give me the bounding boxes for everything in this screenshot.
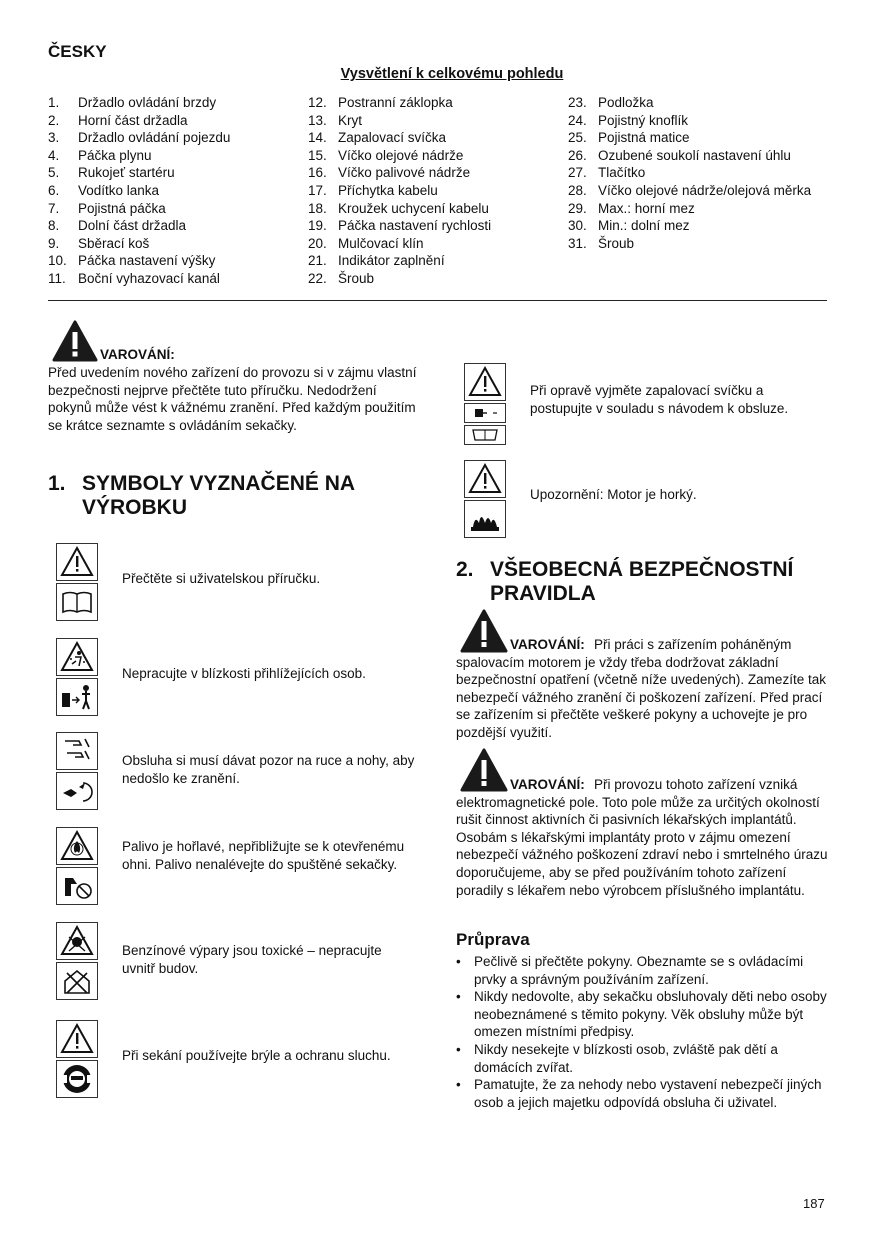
warning-outline-icon <box>57 544 97 580</box>
legend-number: 10. <box>48 253 67 269</box>
legend-text: Držadlo ovládání pojezdu <box>78 130 231 146</box>
symbol-description: Při sekání používejte brýle a ochranu sluchu. <box>122 1048 391 1063</box>
legend-text: Zapalovací svíčka <box>338 130 447 146</box>
symbol-toxic-fumes <box>56 922 98 1002</box>
legend-text: Tlačítko <box>598 165 646 181</box>
legend-text: Kroužek uchycení kabelu <box>338 200 489 216</box>
symbol-description: Při opravě vyjměte zapalovací svíčku a postupujte v souladu s návodem k obsluze. <box>530 383 789 416</box>
symbol-eye-ear-protection <box>56 1020 98 1100</box>
symbol-fuel-flammable <box>56 827 98 907</box>
legend-item <box>308 217 553 235</box>
legend-number: 31. <box>568 235 587 251</box>
symbol-description: Obsluha si musí dávat pozor na ruce a nohy, aby nedošlo ke zranění. <box>122 753 415 786</box>
warning-triangle-icon <box>52 320 98 362</box>
toxic-fumes-icon <box>57 923 97 959</box>
legend-item <box>48 182 293 200</box>
legend-number: 8. <box>48 218 60 234</box>
legend-number: 26. <box>568 147 587 163</box>
legend-text: Max.: horní mez <box>598 200 695 216</box>
foot-blade-icon <box>57 773 97 809</box>
legend-item <box>48 235 293 253</box>
language-heading: ČESKY <box>48 42 107 61</box>
legend-number: 12. <box>308 95 327 110</box>
legend-number: 11. <box>48 270 66 286</box>
legend-item <box>308 270 553 288</box>
legend-text: Kryt <box>338 112 363 128</box>
overview-title: Vysvětlení k celkovému pohledu <box>340 66 564 82</box>
legend-text: Ozubené soukolí nastavení úhlu <box>598 147 791 163</box>
legend-item <box>568 217 823 235</box>
legend-number: 17. <box>308 182 327 198</box>
legend-text: Podložka <box>598 95 654 110</box>
legend-text: Páčka plynu <box>78 147 152 163</box>
legend-item <box>308 112 553 130</box>
legend-text: Příchytka kabelu <box>338 182 438 198</box>
legend-number: 7. <box>48 200 60 216</box>
legend-number: 5. <box>48 165 60 181</box>
hand-blade-icon <box>57 733 97 769</box>
list-item: • Pečlivě si přečtěte pokyny. Obeznamte se s ovládacími prvky a správným používáním zařízení. <box>456 953 828 988</box>
legend-item <box>568 200 823 218</box>
legend-item <box>48 129 293 147</box>
legend-number: 2. <box>48 112 60 128</box>
legend-item <box>308 129 553 147</box>
legend-text: Pojistná matice <box>598 130 690 146</box>
legend-text: Pojistná páčka <box>78 200 166 216</box>
legend-text: Šroub <box>598 235 635 251</box>
legend-text: Boční vyhazovací kanál <box>78 270 220 286</box>
warning-outline-icon <box>57 1021 97 1057</box>
spark-plug-icon <box>465 404 505 422</box>
legend-number: 16. <box>308 165 327 181</box>
legend-column-3 <box>568 94 823 252</box>
section-2-heading: 2. VŠEOBECNÁ BEZPEČNOSTNÍ PRAVIDLA <box>456 558 794 605</box>
legend-item <box>308 147 553 165</box>
list-item: • Nikdy nesekejte v blízkosti osob, zvláště pak dětí a domácích zvířat. <box>456 1041 828 1076</box>
warning-label: VAROVÁNÍ: <box>510 777 585 792</box>
legend-text: Horní část držadla <box>78 112 188 128</box>
legend-item <box>568 129 823 147</box>
symbol-spark-plug <box>464 363 506 447</box>
legend-text: Víčko palivové nádrže <box>338 165 471 181</box>
legend-item <box>568 94 823 112</box>
legend-item <box>308 252 553 270</box>
legend-text: Rukojeť startéru <box>78 165 175 181</box>
legend-text: Vodítko lanka <box>78 182 160 198</box>
legend-item <box>308 182 553 200</box>
warning-outline-icon <box>465 364 505 400</box>
legend-number: 1. <box>48 95 60 110</box>
legend-number: 20. <box>308 235 327 251</box>
legend-number: 27. <box>568 165 587 181</box>
legend-item <box>48 164 293 182</box>
legend-number: 21. <box>308 253 327 269</box>
legend-item <box>568 182 823 200</box>
legend-text: Indikátor zaplnění <box>338 253 445 269</box>
legend-item <box>568 147 823 165</box>
legend-number: 28. <box>568 182 587 198</box>
legend-item <box>48 94 293 112</box>
legend-number: 29. <box>568 200 587 216</box>
legend-item <box>308 235 553 253</box>
legend-text: Sběrací koš <box>78 235 150 251</box>
legend-number: 13. <box>308 112 327 128</box>
legend-item <box>568 235 823 253</box>
warning-label: VAROVÁNÍ: <box>100 347 175 362</box>
page-number: 187 <box>803 1196 825 1211</box>
warning-text: Před uvedením nového zařízení do provozu si v zájmu vlastní bezpečnosti nejprve přečtěte tuto příručku. Nedodržení pokynů může vést k vážnému zranění. Před každým použitím se krátce seznamte s ovládáním sekačky. <box>48 365 417 433</box>
legend-number: 15. <box>308 147 327 163</box>
list-item-text: Nikdy nesekejte v blízkosti osob, zvláště pak dětí a domácích zvířat. <box>474 1041 778 1075</box>
symbol-hands-feet <box>56 732 98 812</box>
symbol-hot-engine <box>464 460 506 540</box>
legend-text: Držadlo ovládání brzdy <box>78 95 217 110</box>
legend-number: 9. <box>48 235 60 251</box>
list-item-text: Pamatujte, že za nehody nebo vystavení nebezpečí jiných osob a jejich majetku odpovídá obsluha či uživatel. <box>474 1077 822 1110</box>
symbol-description: Benzínové výpary jsou toxické – nepracujte uvnitř budov. <box>122 943 382 976</box>
legend-number: 23. <box>568 95 587 110</box>
legend-item <box>308 200 553 218</box>
legend-number: 6. <box>48 182 60 198</box>
legend-number: 14. <box>308 130 327 146</box>
legend-text: Mulčovací klín <box>338 235 424 251</box>
warning-label: VAROVÁNÍ: <box>510 637 585 652</box>
legend-text: Víčko olejové nádrže/olejová měrka <box>598 182 812 198</box>
legend-item <box>568 112 823 130</box>
fire-warning-icon <box>57 828 97 864</box>
symbol-bystanders <box>56 638 98 718</box>
list-item: • Nikdy nedovolte, aby sekačku obsluhovaly děti nebo osoby neobeznámené s těmito pokyny. Věk obsluhy může být omezen místními předpisy. <box>456 989 827 1040</box>
thrown-objects-icon <box>57 639 97 675</box>
legend-item <box>48 147 293 165</box>
list-item-text: Pečlivě si přečtěte pokyny. Obeznamte se s ovládacími prvky a správným používáním zařízení. <box>474 954 804 987</box>
list-item-text: Nikdy nedovolte, aby sekačku obsluhovaly děti nebo osoby neobeznámené s těmito pokyny. Věk obsluhy může být omezen místními předpisy. <box>474 989 827 1040</box>
legend-text: Min.: dolní mez <box>598 218 690 234</box>
legend-text: Postranní záklopka <box>338 95 453 110</box>
legend-number: 19. <box>308 218 327 234</box>
no-refuel-running-icon <box>57 868 97 904</box>
legend-item <box>308 164 553 182</box>
legend-text: Šroub <box>338 270 375 286</box>
legend-text: Dolní část držadla <box>78 218 187 234</box>
legend-number: 25. <box>568 130 587 146</box>
legend-number: 22. <box>308 270 327 286</box>
divider <box>48 300 827 301</box>
manual-book-icon <box>57 584 97 620</box>
symbol-description: Přečtěte si uživatelskou příručku. <box>122 571 321 586</box>
preparation-list <box>456 953 828 1111</box>
list-item: • Pamatujte, že za nehody nebo vystavení nebezpečí jiných osob a jejich majetku odpovídá obsluha či uživatel. <box>456 1076 828 1111</box>
protective-gear-icon <box>57 1061 97 1097</box>
legend-number: 24. <box>568 112 587 128</box>
legend-item <box>308 94 553 112</box>
section-1-heading: 1. SYMBOLY VYZNAČENÉ NA VÝROBKU <box>48 472 356 519</box>
hot-surface-icon <box>465 501 505 537</box>
keep-distance-icon <box>57 679 97 715</box>
symbol-description: Nepracujte v blízkosti přihlížejících osob. <box>122 666 366 681</box>
manual-book-icon <box>465 426 505 444</box>
legend-item <box>568 164 823 182</box>
legend-number: 18. <box>308 200 327 216</box>
warning-text: Při provozu tohoto zařízení vzniká elektromagnetické pole. Toto pole může za určitých okolností rušit činnost aktivních či pasivních lékařských implantátů. Osobám s lékařskými implantáty proto v zájmu omezení nebezpečí vážného poškození zdraví nebo i smrtelného úrazu doporučujeme, aby se před používáním tohoto zařízení poradily s lékařem nebo výrobcem příslušného implantátu. <box>456 777 828 898</box>
warning-text: Při práci s zařízením poháněným spalovacím motorem je vždy třeba dodržovat základní bezpečnostní opatření (včetně níže uvedených). Zamezíte tak nebezpečí vážného zranění či poškození zařízení. Před prací se zařízením si přečtěte veškeré pokyny a uchovejte je pro pozdější využití. <box>456 637 826 740</box>
legend-number: 3. <box>48 130 60 146</box>
legend-item <box>48 252 293 270</box>
legend-column-1 <box>48 94 293 288</box>
legend-number: 30. <box>568 218 587 234</box>
symbol-description: Upozornění: Motor je horký. <box>530 487 697 502</box>
legend-item <box>48 270 293 288</box>
legend-number: 4. <box>48 147 60 163</box>
legend-text: Víčko olejové nádrže <box>338 147 464 163</box>
legend-item <box>48 217 293 235</box>
no-indoor-use-icon <box>57 963 97 999</box>
warning-outline-icon <box>465 461 505 497</box>
legend-item <box>48 200 293 218</box>
preparation-heading: Průprava <box>456 930 530 949</box>
symbol-read-manual <box>56 543 98 623</box>
symbol-description: Palivo je hořlavé, nepřibližujte se k otevřenému ohni. Palivo nenalévejte do spuštěné sekačky. <box>122 839 405 872</box>
legend-item <box>48 112 293 130</box>
legend-text: Páčka nastavení rychlosti <box>338 218 492 234</box>
legend-text: Pojistný knoflík <box>598 112 689 128</box>
legend-column-2 <box>308 94 553 288</box>
legend-text: Páčka nastavení výšky <box>78 253 216 269</box>
